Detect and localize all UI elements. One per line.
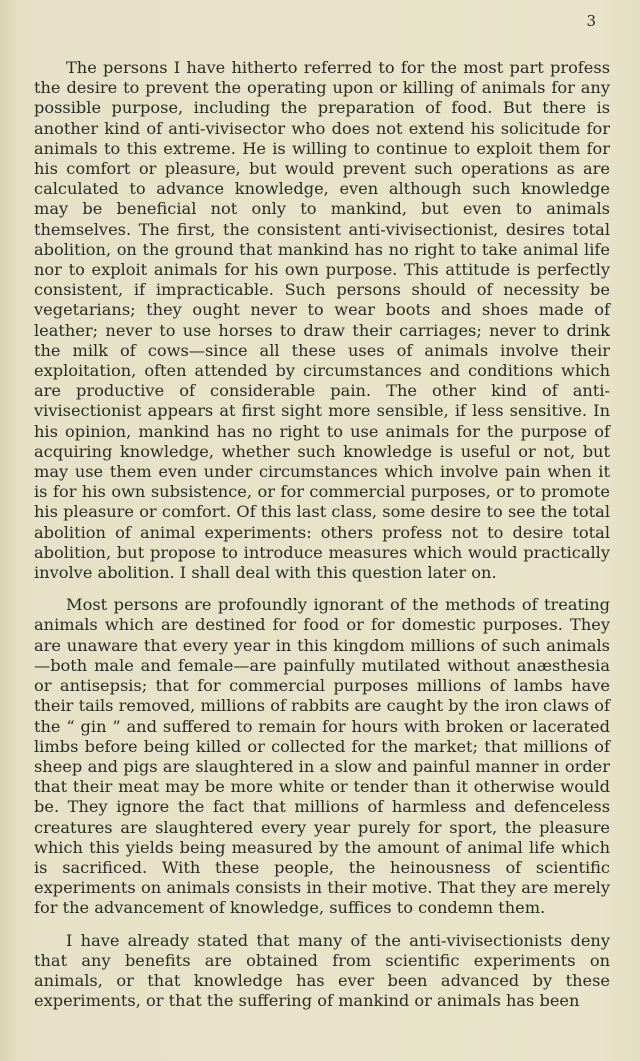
paragraph-treatment-of-animals: Most persons are profoundly ignorant of the methods of treating animals which are destined for food or for domestic purposes. They are unaware that every year in this kingdom millions of such animals—both male and female—are painfully mutilated without anæsthesia or antisepsis; that for commercial purposes millions of lambs have their tails removed, millions of rabbits are caught by the iron claws of the “ gin ” and suffered to remain for hours with broken or lacerated limbs before being killed or collected for the market; that millions of sheep and pigs are slaughtered in a slow and painful manner in order that their meat may be more white or tender than it otherwise would be. They ignore the fact that millions of harmless and defenceless creatures are slaughtered every year purely for sport, the pleasure which this yields being measured by the amount of animal life which is sacrificed. With these people, the heinousness of scientific experiments on animals consists in their motive. That they are merely for the advancement of knowledge, suffices to condemn them. — [34, 595, 610, 918]
body-text — [34, 58, 610, 1011]
page-number: 3 — [586, 12, 596, 30]
paragraph-anti-vivisector-kinds: The persons I have hitherto referred to for the most part profess the desire to prevent the operating upon or killing of animals for any possible purpose, including the preparation of food. But there is another kind of anti-vivisector who does not extend his solicitude for animals to this extreme. He is willing to continue to exploit them for his comfort or pleasure, but would prevent such operations as are calculated to advance knowledge, even although such knowledge may be beneficial not only to mankind, but even to animals themselves. The first, the consistent anti-vivisectionist, desires total abolition, on the ground that mankind has no right to take animal life nor to exploit animals for his own purpose. This attitude is perfectly consistent, if impracticable. Such persons should of necessity be vegetarians; they ought never to wear boots and shoes made of leather; never to use horses to draw their carriages; never to drink the milk of cows—since all these uses of animals involve their exploitation, often attended by circumstances and conditions which are productive of considerable pain. The other kind of anti-vivisectionist appears at first sight more sensible, if less sensitive. In his opinion, mankind has no right to use animals for the purpose of acquiring knowledge, whether such knowledge is useful or not, but may use them even under circumstances which involve pain when it is for his own subsistence, or for commercial purposes, or to promote his pleasure or comfort. Of this last class, some desire to see the total abolition of animal experiments: others profess not to desire total abolition, but propose to introduce measures which would practically involve abolition. I shall deal with this question later on. — [34, 58, 610, 583]
paragraph-benefits-denied: I have already stated that many of the anti-vivisectionists deny that any benefits are obtained from scientific experiments on animals, or that knowledge has ever been advanced by these experiments, or that the suffering of mankind or animals has been — [34, 930, 610, 1011]
